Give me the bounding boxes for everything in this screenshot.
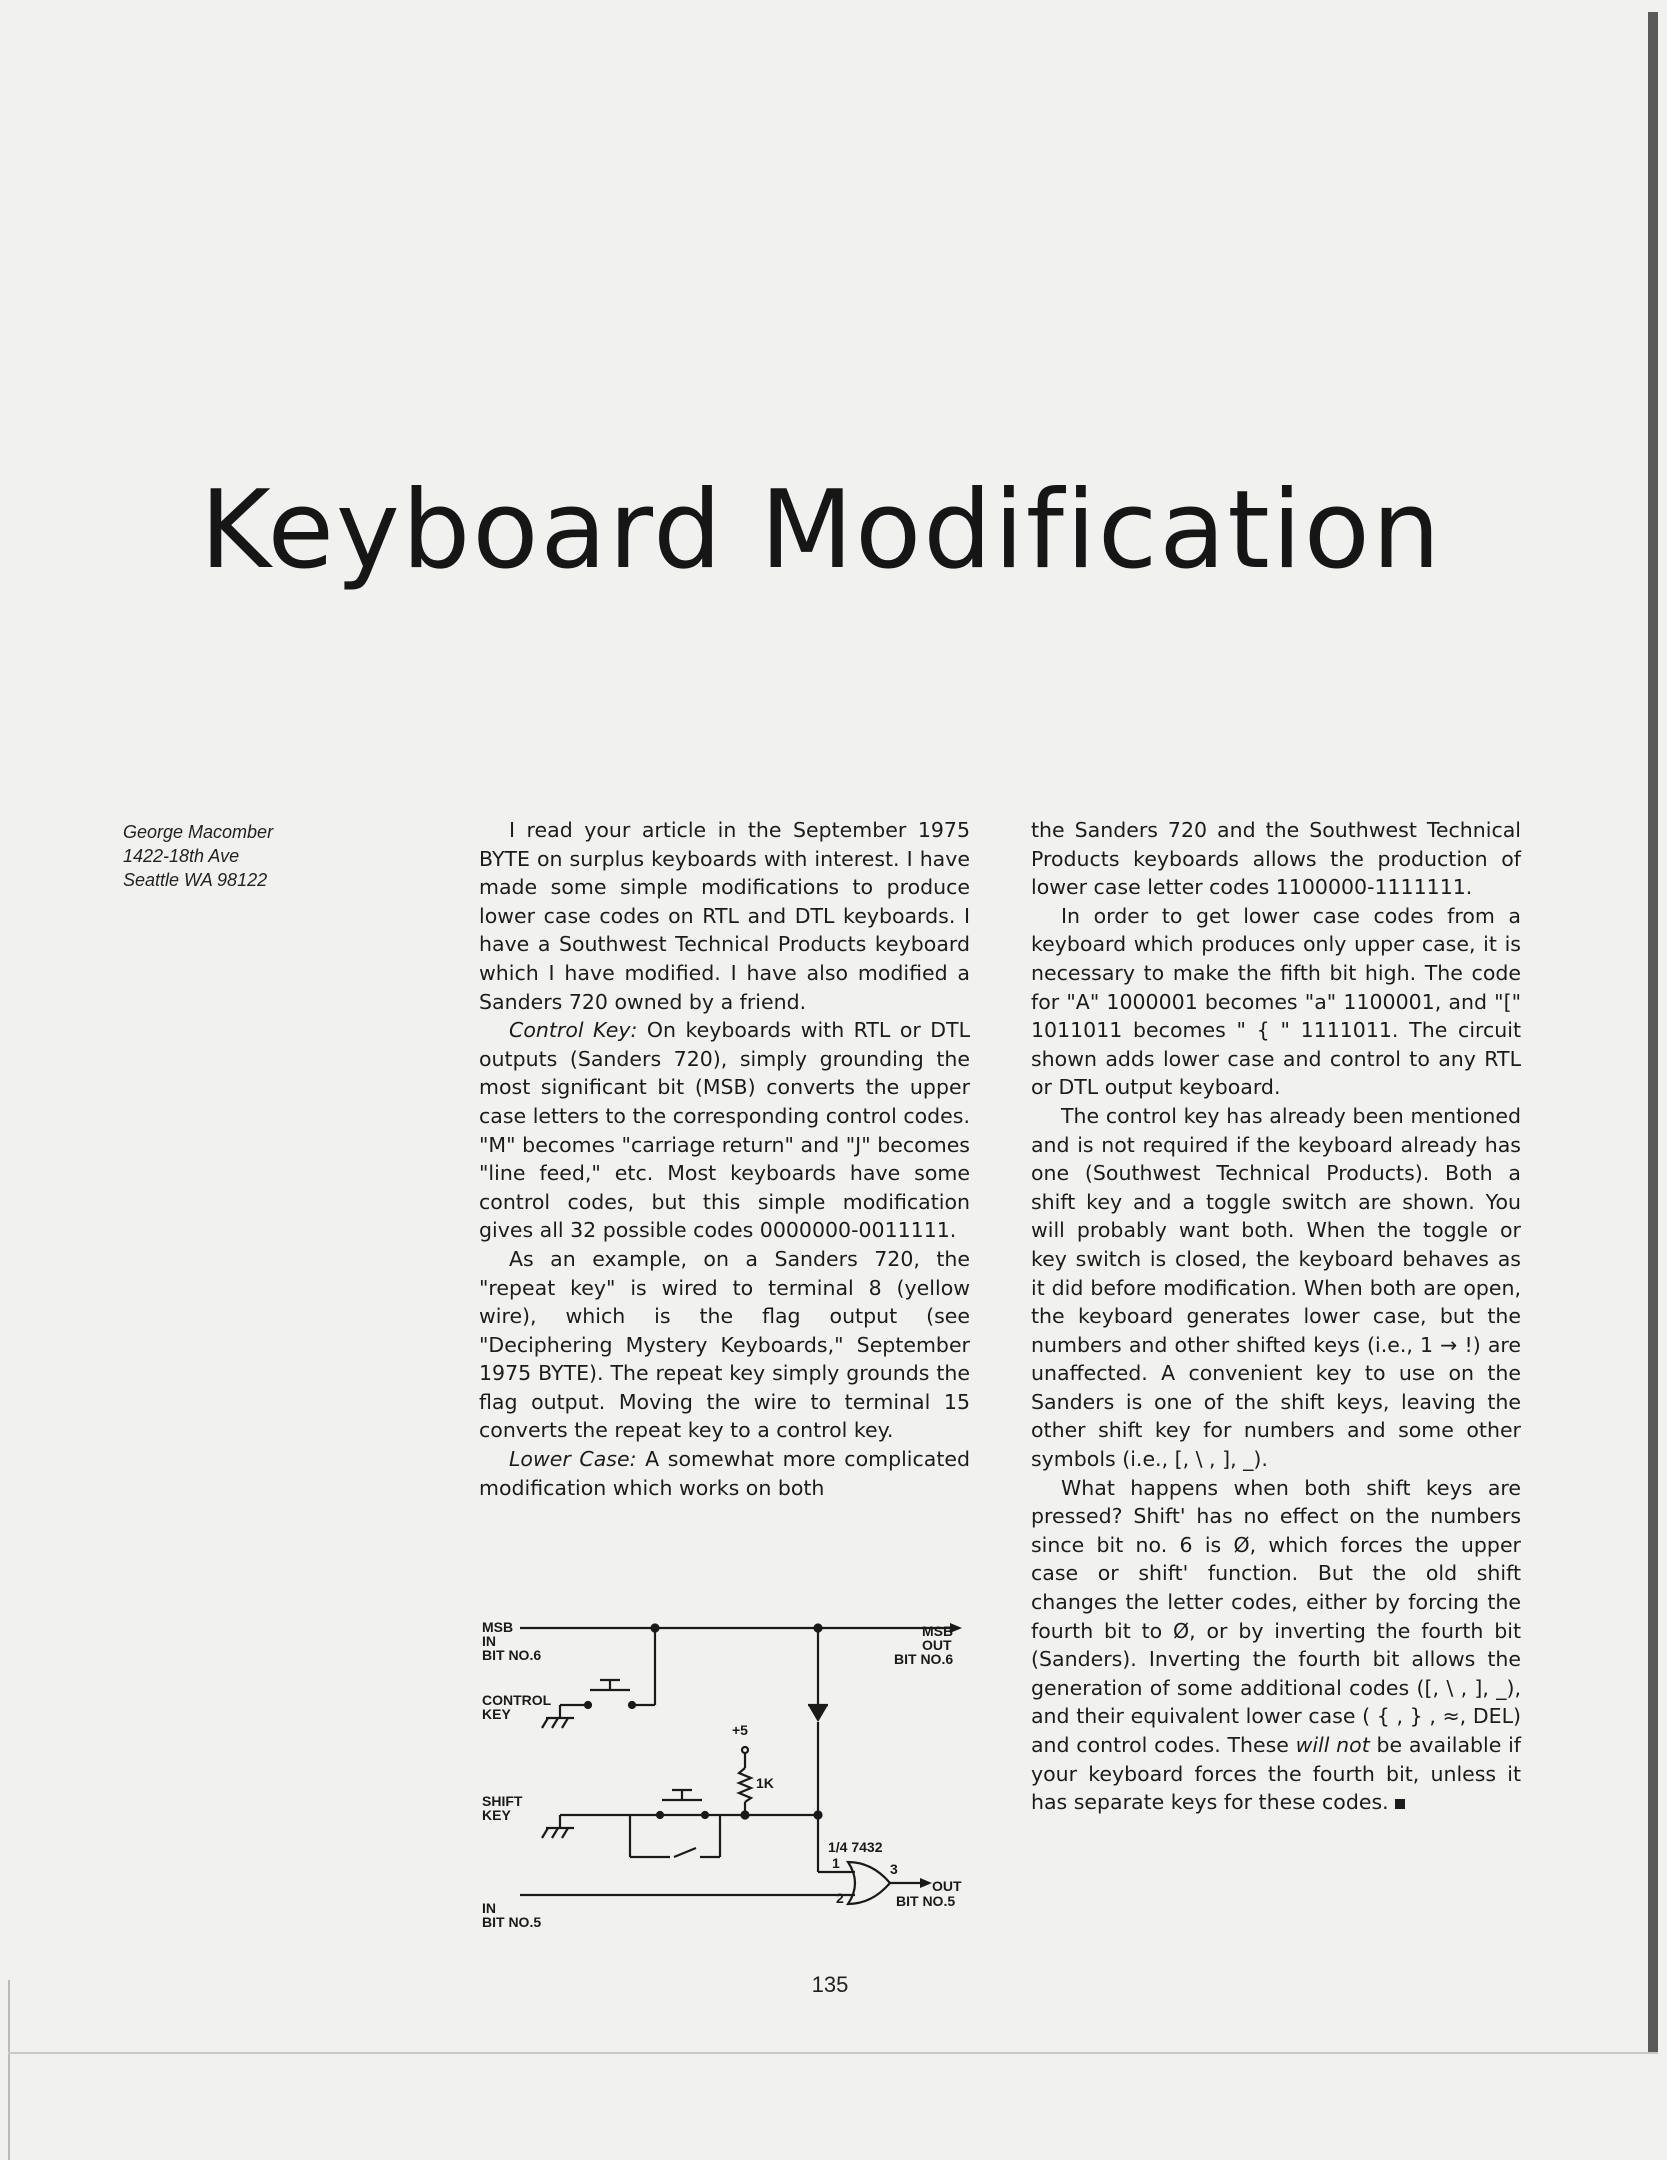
label-control-2: KEY: [482, 1706, 511, 1722]
author-block: [123, 820, 353, 892]
text-column-1: [479, 816, 970, 1502]
label-out: OUT: [932, 1878, 962, 1894]
label-pin2: 2: [836, 1890, 844, 1906]
paragraph-text: What happens when both shift keys are pressed? Shift' has no effect on the numbers since bit no. 6 is Ø, which forces the upper case or shift' function. But the old shift changes the letter codes, either by forcing the fourth bit to Ø, or by inverting the fourth bit (Sanders). Inverting the fourth bit allows the generation of some additional codes ([, \ , ], _), and their equivalent lower case ( { , } , ≈, DEL) and control codes. These: [1031, 1475, 1521, 1757]
paragraph: [1031, 1474, 1521, 1817]
text-column-2: [1031, 816, 1521, 1817]
subhead: Lower Case:: [509, 1447, 637, 1472]
author-city: Seattle WA 98122: [123, 870, 268, 890]
label-resistor: 1K: [756, 1775, 774, 1791]
label-in-2: BIT NO.5: [482, 1914, 542, 1930]
label-gate: 1/4 7432: [828, 1839, 883, 1855]
label-msb-out-2: OUT: [922, 1637, 952, 1653]
paragraph-text: A somewhat more complicated modification which works on both: [479, 1447, 970, 1500]
paragraph: As an example, on a Sanders 720, the "repeat key" is wired to terminal 8 (yellow wire), which is the flag output (see "Deciphering Mystery Keyboards," September 1975 BYTE). The repeat key simply grounds the flag output. Moving the wire to terminal 15 converts the repeat key to a control key.: [479, 1246, 970, 1443]
paragraph: [479, 1445, 970, 1502]
paragraph-text: be available if your keyboard forces the fourth bit, unless it has separate keys for these codes.: [1031, 1733, 1521, 1815]
paragraph: In order to get lower case codes from a keyboard which produces only upper case, it is necessary to make the fifth bit high. The code for "A" 1000001 becomes "a" 1100001, and "[" 1011011 becomes " { " 1111011. The circuit shown adds lower case and control to any RTL or DTL output keyboard.: [1031, 903, 1521, 1100]
label-msb-out: MSB: [922, 1623, 954, 1639]
page-edge-shadow: [1648, 12, 1658, 2052]
page-edge-bottom: [8, 2052, 1658, 2054]
label-msb-in-3: BIT NO.6: [482, 1647, 542, 1663]
label-msb-out-3: BIT NO.6: [894, 1651, 954, 1667]
paragraph-text: On keyboards with RTL or DTL outputs (Sanders 720), simply grounding the most significant bit (MSB) converts the upper case letters to the corresponding control codes. "M" becomes "carriage return" and "J" becomes "line feed," etc. Most keyboards have some control codes, but this simple modification gives all 32 possible codes 0000000-0011111.: [479, 1018, 970, 1243]
show-through-text: [150, 240, 1550, 360]
label-shift: SHIFT: [482, 1793, 523, 1809]
emphasis: will not: [1295, 1733, 1370, 1757]
label-out-2: BIT NO.5: [896, 1893, 956, 1909]
label-pin1: 1: [832, 1855, 840, 1871]
label-msb-in-2: IN: [482, 1633, 496, 1649]
label-plus5: +5: [732, 1722, 748, 1738]
author-name: George Macomber: [123, 822, 274, 842]
end-mark: [1395, 1799, 1405, 1809]
label-in: IN: [482, 1900, 496, 1916]
subhead: Control Key:: [509, 1018, 638, 1043]
author-street: 1422-18th Ave: [123, 846, 240, 866]
page-edge-left: [8, 1980, 10, 2160]
page-number: 135: [811, 1972, 849, 1997]
paragraph: I read your article in the September 1975 BYTE on surplus keyboards with interest. I have made some simple modifications to produce lower case codes on RTL and DTL keyboards. I have a Southwest Technical Products keyboard which I have modified. I have also modified a Sanders 720 owned by a friend.: [479, 818, 970, 1014]
label-shift-2: KEY: [482, 1807, 511, 1823]
paragraph: The control key has already been mentioned and is not required if the keyboard already has one (Southwest Technical Products). Both a shift key and a toggle switch are shown. You will probably want both. When the toggle or key switch is closed, the keyboard behaves as it did before modification. When both are open, the keyboard generates lower case, but the numbers and other shifted keys (i.e., 1 → !) are unaffected. A convenient key to use on the Sanders is one of the shift keys, leaving the other shift key for numbers and some other symbols (i.e., [, \ , ], _).: [1031, 1103, 1521, 1472]
label-control: CONTROL: [482, 1692, 552, 1708]
circuit-schematic: [480, 1610, 1000, 1940]
paragraph: the Sanders 720 and the Southwest Technical Products keyboards allows the production of lower case letter codes 1100000-1111111.: [1031, 818, 1521, 900]
label-msb-in: MSB: [482, 1619, 514, 1635]
label-pin3: 3: [890, 1861, 898, 1877]
article-title: Keyboard Modification: [200, 468, 1443, 593]
paragraph: [479, 1016, 970, 1245]
